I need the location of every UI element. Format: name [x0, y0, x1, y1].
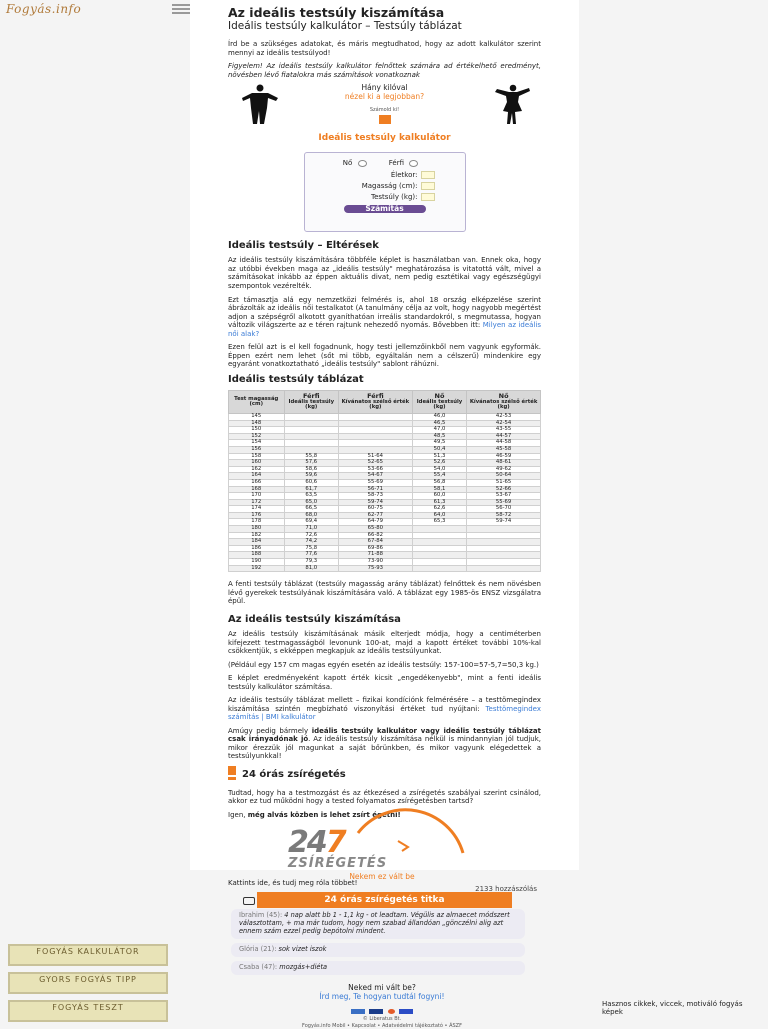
male-radio[interactable]: [409, 160, 418, 167]
calc-paragraph-5: [228, 727, 541, 761]
table-cell: [284, 433, 339, 440]
site-logo[interactable]: Fogyás.info: [6, 2, 82, 16]
calculator-title: Ideális testsúly kalkulátor: [318, 133, 451, 144]
page-title: Az ideális testsúly kiszámítása: [228, 5, 445, 20]
table-cell: 46,5: [412, 420, 467, 427]
table-cell: 54,0: [412, 466, 467, 473]
table-row: [229, 486, 541, 493]
table-row: [229, 539, 541, 546]
table-cell: 51-65: [467, 479, 541, 486]
table-cell: [467, 565, 541, 572]
table-cell: 59-74: [467, 519, 541, 526]
comment-author: Glória (21):: [239, 944, 277, 953]
table-cell: 81,0: [284, 565, 339, 572]
table-cell: [284, 413, 339, 420]
table-cell: 77,6: [284, 552, 339, 559]
table-cell: 178: [229, 519, 285, 526]
table-cell: 51-64: [339, 453, 413, 460]
calc-paragraph-3: E képlet eredményeként kapott érték kicsit „engedékenyebb", mint a fenti ideális testsúly kalkulátor számítása.: [228, 674, 541, 691]
comment-text: sok vizet iszok: [278, 944, 327, 953]
table-row: [229, 565, 541, 572]
warning-text: Figyelem! Az ideális testsúly kalkulátor felnőttek számára ad értékelhető eredményt, növésben lévő fiatalokra más számítások vonatkoznak: [228, 62, 541, 79]
table-cell: 59,6: [284, 473, 339, 480]
calc-paragraph-5-c: . Az ideális testsúly kiszámítása nélkül is mindannyian jól tudjuk, mikor érezzük jól magunkat a saját bőrünkben, és mikor vagyunk elégedettek a testsúlyunkkal!: [228, 735, 541, 761]
small-note: Számold ki!: [369, 106, 400, 113]
table-cell: 60,6: [284, 479, 339, 486]
table-cell: 46-59: [467, 453, 541, 460]
table-cell: [284, 420, 339, 427]
calc-paragraph-5-a: Amúgy pedig bármely: [228, 726, 312, 735]
table-cell: 148: [229, 420, 285, 427]
age-label: Életkor:: [390, 170, 418, 179]
down-arrow-icon: [379, 115, 391, 124]
table-cell: [412, 545, 467, 552]
zsir-paragraph-1: Tudtad, hogy ha a testmozgást és az étkezésed a zsírégetés szabályai szerint csinálod, akkor ez tud működni hogy a tested folyamatos zsírégetésben tartsd?: [228, 788, 541, 806]
table-cell: 166: [229, 479, 285, 486]
table-cell: 172: [229, 499, 285, 506]
table-row: [229, 446, 541, 453]
page-subtitle: Ideális testsúly kalkulátor – Testsúly táblázat: [228, 20, 462, 33]
male-label: Férfi: [388, 159, 404, 168]
weight-label: Testsúly (kg):: [371, 192, 418, 201]
card-logo-icon: [388, 1009, 395, 1014]
table-cell: 53-66: [339, 466, 413, 473]
table-cell: [339, 433, 413, 440]
table-cell: 44-57: [467, 433, 541, 440]
question-line1: Hány kilóval: [361, 83, 408, 93]
table-row: [229, 499, 541, 506]
diff-paragraph-3: Ezen felül azt is el kell fogadnunk, hogy testi jellemzőinkből nem vagyunk egyformák. Éppen ezért nem lehet (sőt mi több, egyáltalán nem a célszerű) mindenkire egy egyaránt vonatkoztatható „ideális testsúly" sablont ráhúzni.: [228, 343, 541, 369]
table-row: [229, 532, 541, 539]
table-cell: 170: [229, 493, 285, 500]
height-label: Magasság (cm):: [361, 181, 418, 190]
table-row: [229, 506, 541, 513]
table-row: [229, 559, 541, 566]
table-cell: [284, 427, 339, 434]
table-cell: 50,4: [412, 446, 467, 453]
table-cell: 64,0: [412, 512, 467, 519]
table-cell: [467, 526, 541, 533]
table-row: [229, 420, 541, 427]
table-header: [229, 390, 285, 413]
table-cell: [467, 532, 541, 539]
table-header-sub: Kívánatos szélső érték (kg): [469, 398, 538, 411]
table-cell: 55,4: [412, 473, 467, 480]
table-cell: 46,0: [412, 413, 467, 420]
card-logo-icon: [399, 1009, 413, 1014]
table-cell: 145: [229, 413, 285, 420]
table-cell: 58-72: [467, 512, 541, 519]
table-header-top: Nő: [434, 392, 445, 401]
height-input[interactable]: [421, 182, 435, 190]
table-cell: 61,7: [284, 486, 339, 493]
calc-paragraph-5-bold: ideális testsúly kalkulátor vagy ideális testsúly táblázat csak irányadónak jó: [228, 726, 541, 744]
table-cell: 51,3: [412, 453, 467, 460]
table-cell: 66,5: [284, 506, 339, 513]
comments-section: [227, 872, 537, 1029]
table-cell: 168: [229, 486, 285, 493]
table-cell: 69,4: [284, 519, 339, 526]
comment-author: Ibrahim (45):: [239, 911, 283, 919]
table-cell: 52,6: [412, 460, 467, 467]
table-cell: 44-58: [467, 440, 541, 447]
table-cell: 48-61: [467, 460, 541, 467]
table-cell: [339, 440, 413, 447]
table-row: [229, 413, 541, 420]
table-cell: 162: [229, 466, 285, 473]
comment-item: [231, 943, 525, 957]
table-cell: 55-69: [339, 479, 413, 486]
table-cell: 174: [229, 506, 285, 513]
table-row: [229, 427, 541, 434]
table-cell: 65,3: [412, 519, 467, 526]
table-cell: 150: [229, 427, 285, 434]
table-row: [229, 526, 541, 533]
footer-links[interactable]: Fogyás.info Mobil • Kapcsolat • Adatvédelmi tájékoztató • ÁSZF: [302, 1023, 462, 1029]
table-header-sub: Kívánatos szélső érték (kg): [341, 398, 410, 411]
table-cell: 158: [229, 453, 285, 460]
female-label: Nő: [342, 159, 353, 168]
table-cell: 62,6: [412, 506, 467, 513]
calc-paragraph-4: [228, 696, 541, 722]
table-cell: 53-67: [467, 493, 541, 500]
table-row: [229, 519, 541, 526]
table-cell: [467, 552, 541, 559]
table-cell: [412, 526, 467, 533]
height-row: [305, 182, 465, 191]
table-row: [229, 453, 541, 460]
table-cell: 188: [229, 552, 285, 559]
side-button-test[interactable]: FOGYÁS TESZT: [8, 1000, 168, 1022]
table-cell: 62-77: [339, 512, 413, 519]
table-cell: 71,0: [284, 526, 339, 533]
write-comment-link[interactable]: Írd meg, Te hogyan tudtál fogyni!: [319, 991, 445, 1001]
table-header-top: Férfi: [302, 392, 320, 401]
table-cell: 56-71: [339, 486, 413, 493]
table-header-top: Férfi: [367, 392, 384, 401]
table-cell: 58,1: [412, 486, 467, 493]
zsir-heading: [228, 769, 541, 789]
table-cell: 75-93: [339, 565, 413, 572]
silhouette-row: [228, 84, 541, 128]
section-calc-title: Az ideális testsúly kiszámítása: [228, 613, 401, 625]
table-cell: 52-65: [339, 460, 413, 467]
question-line2: nézel ki a legjobban?: [344, 91, 425, 101]
table-cell: 154: [229, 440, 285, 447]
table-cell: 65-80: [339, 526, 413, 533]
table-cell: 184: [229, 539, 285, 546]
table-cell: 64-79: [339, 519, 413, 526]
table-row: [229, 512, 541, 519]
table-cell: 160: [229, 460, 285, 467]
table-row: [229, 433, 541, 440]
footer-copyright: © Liberatus Bt.: [362, 1016, 402, 1023]
comment-text: mozgás+diéta: [279, 962, 328, 971]
table-row: [229, 552, 541, 559]
table-cell: 61,3: [412, 499, 467, 506]
comments-footer: [227, 983, 537, 1002]
age-input[interactable]: [421, 171, 435, 179]
table-cell: [339, 420, 413, 427]
female-silhouette-icon: [489, 84, 537, 124]
zsir-title: 24 órás zsírégetés: [242, 768, 346, 780]
table-cell: 42-53: [467, 413, 541, 420]
zsir-cta-text: Kattints ide, és tudj meg róla többet!: [228, 878, 358, 887]
zsir-cta-button[interactable]: 24 órás zsírégetés titka: [257, 892, 512, 908]
table-cell: [412, 559, 467, 566]
diff-paragraph-2-text: Ezt támasztja alá egy nemzetközi felmérés is, ahol 18 ország elképzelése szerint ábrázolták az ideális női testalkatot (A tanulmány célja az volt, hogy nagyobb megértést adjon a szépségről alkotott gyaníthatóan irreális standardokról, s megmutassa, hogyan változik világszerte az e téren rajtunk nehezedő nyomás. Bővebben itt:: [228, 295, 541, 330]
table-note: A fenti testsúly táblázat (testsúly magasság arány táblázat) felnőttek és nem növésben lévő gyerekek testsúlyának kiszámítására való. A táblázat egy 1985-ös ENSZ vizsgálatra épül.: [228, 580, 541, 606]
table-cell: 47,0: [412, 427, 467, 434]
table-cell: 42-54: [467, 420, 541, 427]
table-cell: 79,3: [284, 559, 339, 566]
weight-table: [228, 390, 541, 572]
table-row: [229, 479, 541, 486]
table-cell: [412, 539, 467, 546]
table-cell: 192: [229, 565, 285, 572]
side-button-tip[interactable]: GYORS FOGYÁS TIPP: [8, 972, 168, 994]
table-cell: 156: [229, 446, 285, 453]
table-cell: [412, 552, 467, 559]
calc-paragraph-4-text: Az ideális testsúly táblázat mellett – fizikai kondíciónk felmérésére – a testtömegindex kiszámítása szintén megbízható viszonyítási értéket tud nyújtani:: [228, 696, 541, 713]
table-cell: 45-58: [467, 446, 541, 453]
table-cell: [284, 440, 339, 447]
comment-bubble-icon: [243, 897, 255, 905]
zsir-paragraph-2-a: Igen,: [228, 810, 248, 819]
table-cell: 73-90: [339, 559, 413, 566]
intro-text: Írd be a szükséges adatokat, és máris megtudhatod, hogy az adott kalkulátor szerint mennyi az ideális testsúlyod!: [228, 40, 541, 57]
table-cell: 72,6: [284, 532, 339, 539]
zsir-paragraph-2-bold: még alvás közben is lehet zsírt égetni!: [247, 810, 401, 819]
table-header-top: Nő: [498, 392, 509, 401]
ideal-female-link[interactable]: Milyen az ideális női alak?: [228, 321, 542, 338]
diff-paragraph-1: Az ideális testsúly kiszámítására többféle képlet is használatban van. Ennek oka, hogy az utóbbi években maga az „ideális testsúly" meghatározása is vitatottá vált, mivel a számításokat inkább az éppen aktuális divat, nem pedig esztétikai vagy egészségügyi szempontok vezérelték.: [228, 256, 541, 291]
comment-author: Csaba (47):: [239, 962, 278, 971]
table-cell: 58-73: [339, 493, 413, 500]
table-cell: 48,5: [412, 433, 467, 440]
table-title: Ideális testsúly táblázat: [228, 373, 364, 385]
comments-question: Neked mi vált be?: [348, 982, 416, 992]
logo-number-a: 24: [288, 824, 326, 860]
table-header: [412, 390, 467, 413]
right-note[interactable]: Hasznos cikkek, viccek, motiváló fogyás képek: [602, 1000, 743, 1017]
table-cell: 55-69: [467, 499, 541, 506]
table-cell: 58,6: [284, 466, 339, 473]
table-header: [467, 390, 541, 413]
table-header-sub: Ideális testsúly (kg): [416, 398, 463, 411]
table-cell: [467, 545, 541, 552]
side-button-calculator[interactable]: FOGYÁS KALKULÁTOR: [8, 944, 168, 966]
diff-paragraph-2: [228, 296, 541, 339]
calculator-form: [304, 152, 466, 232]
table-cell: 60,0: [412, 493, 467, 500]
table-row: [229, 440, 541, 447]
table-cell: 67-84: [339, 539, 413, 546]
table-cell: 60-75: [339, 506, 413, 513]
zsiregetes-logo[interactable]: [228, 825, 541, 875]
logo-word: ZSÍRÉGETÉS: [288, 855, 388, 871]
table-cell: 54-67: [339, 473, 413, 480]
table-cell: 74,2: [284, 539, 339, 546]
table-cell: 180: [229, 526, 285, 533]
gender-row: [305, 159, 465, 168]
table-cell: [467, 559, 541, 566]
table-header: [339, 390, 413, 413]
table-header: [284, 390, 339, 413]
table-cell: 56-70: [467, 506, 541, 513]
table-cell: 186: [229, 545, 285, 552]
table-cell: 57,6: [284, 460, 339, 467]
table-cell: 68,0: [284, 512, 339, 519]
table-cell: 65,0: [284, 499, 339, 506]
table-cell: 176: [229, 512, 285, 519]
table-cell: 43-55: [467, 427, 541, 434]
section-diff-title: Ideális testsúly – Eltérések: [228, 240, 379, 252]
table-cell: [339, 427, 413, 434]
table-cell: 56,8: [412, 479, 467, 486]
table-row: [229, 493, 541, 500]
table-header-sub: Test magasság (cm): [234, 395, 279, 407]
calculate-button[interactable]: Számítás: [344, 205, 426, 213]
comments-count: 2133 hozzászólás: [475, 885, 537, 893]
table-row: [229, 545, 541, 552]
exclamation-icon: [228, 766, 236, 780]
table-cell: [339, 413, 413, 420]
table-cell: 49-62: [467, 466, 541, 473]
table-cell: [467, 539, 541, 546]
table-cell: 59-74: [339, 499, 413, 506]
comments-title[interactable]: Nekem ez vált be: [349, 872, 415, 881]
table-header-sub: Ideális testsúly (kg): [288, 398, 335, 411]
male-silhouette-icon: [236, 84, 282, 124]
calc-paragraph-2: (Például egy 157 cm magas egyén esetén az ideális testsúly: 157-100=57-5,7=50,3 kg.): [228, 660, 539, 669]
table-row: [229, 466, 541, 473]
female-radio[interactable]: [358, 160, 367, 167]
calc-paragraph-1: Az ideális testsúly kiszámításának másik elterjedt módja, hogy a centiméterben kifejezett testmagasságból levonunk 100-at, majd a kapott értéket további 10%-kal csökkentjük, s ekképpen megkapjuk az ideális testsúlyunkat.: [228, 630, 541, 656]
age-row: [305, 171, 465, 180]
table-row: [229, 473, 541, 480]
bmi-link[interactable]: Testtömegindex számítás | BMI kalkulátor: [228, 704, 541, 722]
table-cell: [412, 565, 467, 572]
table-cell: [412, 532, 467, 539]
table-cell: 71-88: [339, 552, 413, 559]
table-cell: 164: [229, 473, 285, 480]
table-cell: 50-64: [467, 473, 541, 480]
comment-item: [231, 909, 525, 939]
table-cell: 190: [229, 559, 285, 566]
payment-cards: [227, 1007, 537, 1015]
table-cell: 69-86: [339, 545, 413, 552]
card-logo-icon: [369, 1009, 383, 1014]
table-cell: 75,8: [284, 545, 339, 552]
table-cell: 52-66: [467, 486, 541, 493]
table-cell: 182: [229, 532, 285, 539]
table-cell: 66-82: [339, 532, 413, 539]
table-cell: 63,5: [284, 493, 339, 500]
card-logo-icon: [351, 1009, 365, 1014]
table-row: [229, 460, 541, 467]
table-cell: 55,8: [284, 453, 339, 460]
table-cell: 152: [229, 433, 285, 440]
comment-item: [231, 961, 525, 975]
logo-number-b: 7: [325, 824, 345, 860]
weight-row: [305, 193, 465, 202]
weight-input[interactable]: [421, 193, 435, 201]
comment-text: 4 nap alatt bb 1 - 1,1 kg - ot leadtam. Végülis az almaecet módszert választottam, + ma már tudom, hogy nem szabad állandóan „gönczélni alig azt ennem szám ezzel pedig bepótolni mindent.: [239, 911, 510, 935]
table-cell: 49,5: [412, 440, 467, 447]
